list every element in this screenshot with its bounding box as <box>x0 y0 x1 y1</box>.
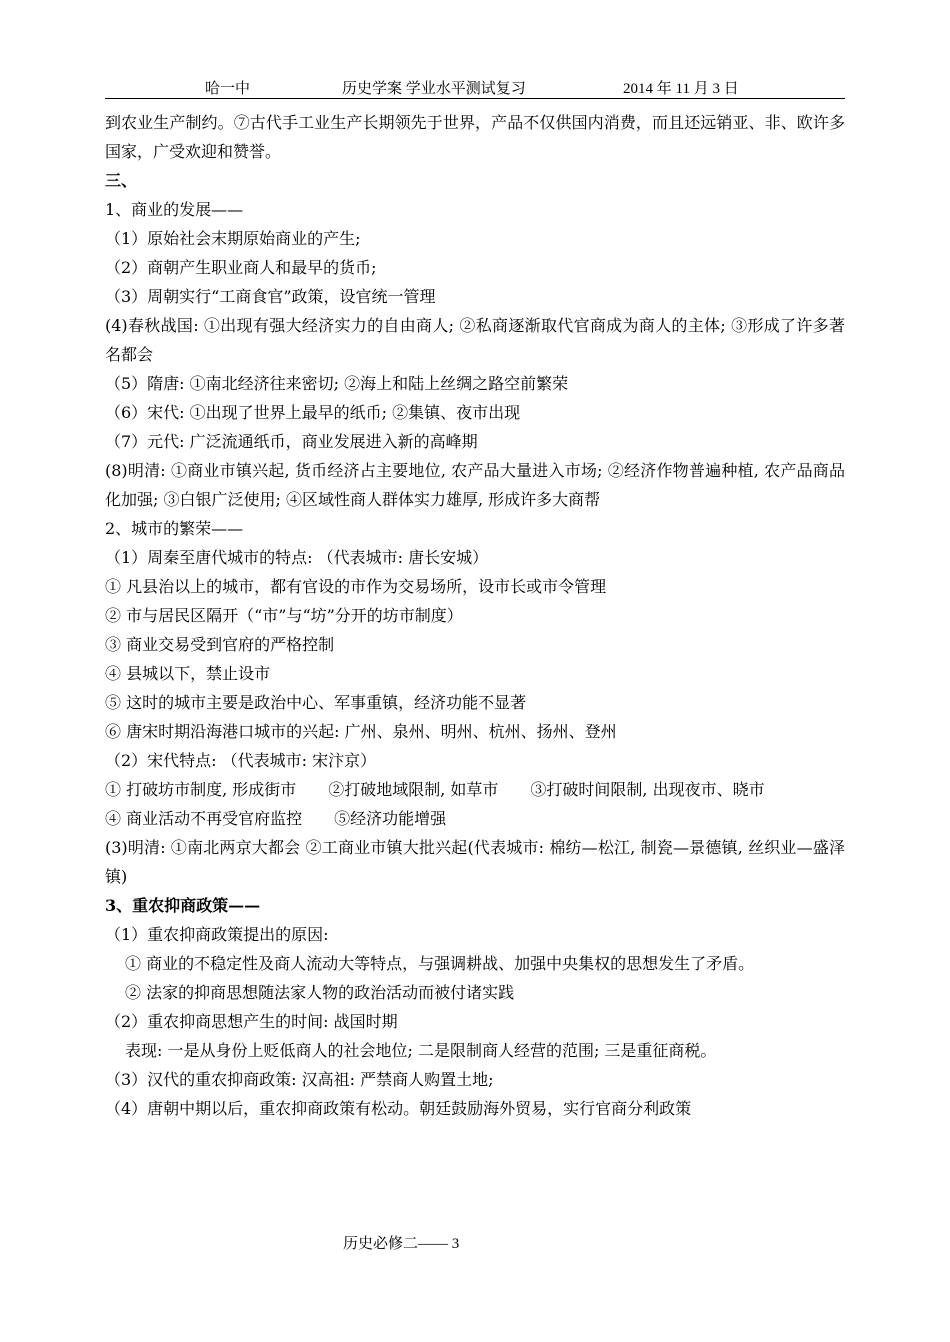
text-line: （7）元代: 广泛流通纸币，商业发展进入新的高峰期 <box>105 432 478 451</box>
text-line: ② 市与居民区隔开（“市”与“坊”分开的坊市制度） <box>105 606 463 625</box>
text-line: （2）宋代特点: （代表城市: 宋汴京） <box>105 751 377 770</box>
text-line: （5）隋唐: ①南北经济往来密切; ②海上和陆上丝绸之路空前繁荣 <box>105 374 569 393</box>
page-header <box>105 74 845 99</box>
document-body <box>105 108 845 1123</box>
text-line: 1、商业的发展—— <box>105 200 244 219</box>
text-line: ④ 商业活动不再受官府监控 ⑤经济功能增强 <box>105 809 447 828</box>
text-line: （2）商朝产生职业商人和最早的货币; <box>105 258 377 277</box>
text-line: ① 凡县治以上的城市，都有官设的市作为交易场所，设市长或市令管理 <box>105 577 607 596</box>
text-line: 三、 <box>105 171 138 190</box>
text-line: （1）原始社会末期原始商业的产生; <box>105 229 361 248</box>
text-line: ② 法家的抑商思想随法家人物的政治活动而被付诸实践 <box>125 983 515 1002</box>
text-line: （6）宋代: ①出现了世界上最早的纸币; ②集镇、夜市出现 <box>105 403 521 422</box>
text-line: (8)明清: ①商业市镇兴起, 货币经济占主要地位, 农产品大量进入市场; ②经济作物普遍种植, 农产品商品化加强; ③白银广泛使用; ④区域性商人群体实力雄厚, 形成许多大商帮 <box>105 461 845 509</box>
text-line: 到农业生产制约。⑦古代手工业生产长期领先于世界，产品不仅供国内消费，而且还远销亚、非、欧许多国家，广受欢迎和赞誉。 <box>105 113 845 161</box>
text-line: ⑥ 唐宋时期沿海港口城市的兴起: 广州、泉州、明州、杭州、扬州、登州 <box>105 722 617 741</box>
text-line: 表现: 一是从身份上贬低商人的社会地位; 二是限制商人经营的范围; 三是重征商税。 <box>125 1041 717 1060</box>
text-line: ⑤ 这时的城市主要是政治中心、军事重镇，经济功能不显著 <box>105 693 527 712</box>
text-line: （3）汉代的重农抑商政策: 汉高祖: 严禁商人购置土地; <box>105 1070 494 1089</box>
text-line: 3、重农抑商政策—— <box>105 896 261 915</box>
header-title: 历史学案 学业水平测试复习 <box>342 81 526 97</box>
text-line: （1）周秦至唐代城市的特点: （代表城市: 唐长安城） <box>105 548 489 567</box>
text-line: ① 打破坊市制度, 形成街市 ②打破地域限制, 如草市 ③打破时间限制, 出现夜市、晓市 <box>105 780 765 799</box>
text-line: ③ 商业交易受到官府的严格控制 <box>105 635 335 654</box>
header-date: 2014 年 11 月 3 日 <box>623 81 739 97</box>
page-footer: 历史必修二—— 3 <box>343 1236 460 1252</box>
text-line: 2、城市的繁荣—— <box>105 519 244 538</box>
text-line: (4)春秋战国: ①出现有强大经济实力的自由商人; ②私商逐渐取代官商成为商人的主体; ③形成了许多著名都会 <box>105 316 845 364</box>
text-line: （3）周朝实行“工商食官”政策，设官统一管理 <box>105 287 436 306</box>
text-line: （2）重农抑商思想产生的时间: 战国时期 <box>105 1012 398 1031</box>
text-line: ④ 县城以下，禁止设市 <box>105 664 271 683</box>
header-school: 哈一中 <box>205 81 251 97</box>
text-line: ① 商业的不稳定性及商人流动大等特点，与强调耕战、加强中央集权的思想发生了矛盾。 <box>125 954 755 973</box>
text-line: （4）唐朝中期以后，重农抑商政策有松动。朝廷鼓励海外贸易，实行官商分利政策 <box>105 1099 692 1118</box>
text-line: （1）重农抑商政策提出的原因: <box>105 925 329 944</box>
text-line: (3)明清: ①南北两京大都会 ②工商业市镇大批兴起(代表城市: 棉纺—松江, 制瓷—景德镇, 丝织业—盛泽镇) <box>105 838 845 886</box>
